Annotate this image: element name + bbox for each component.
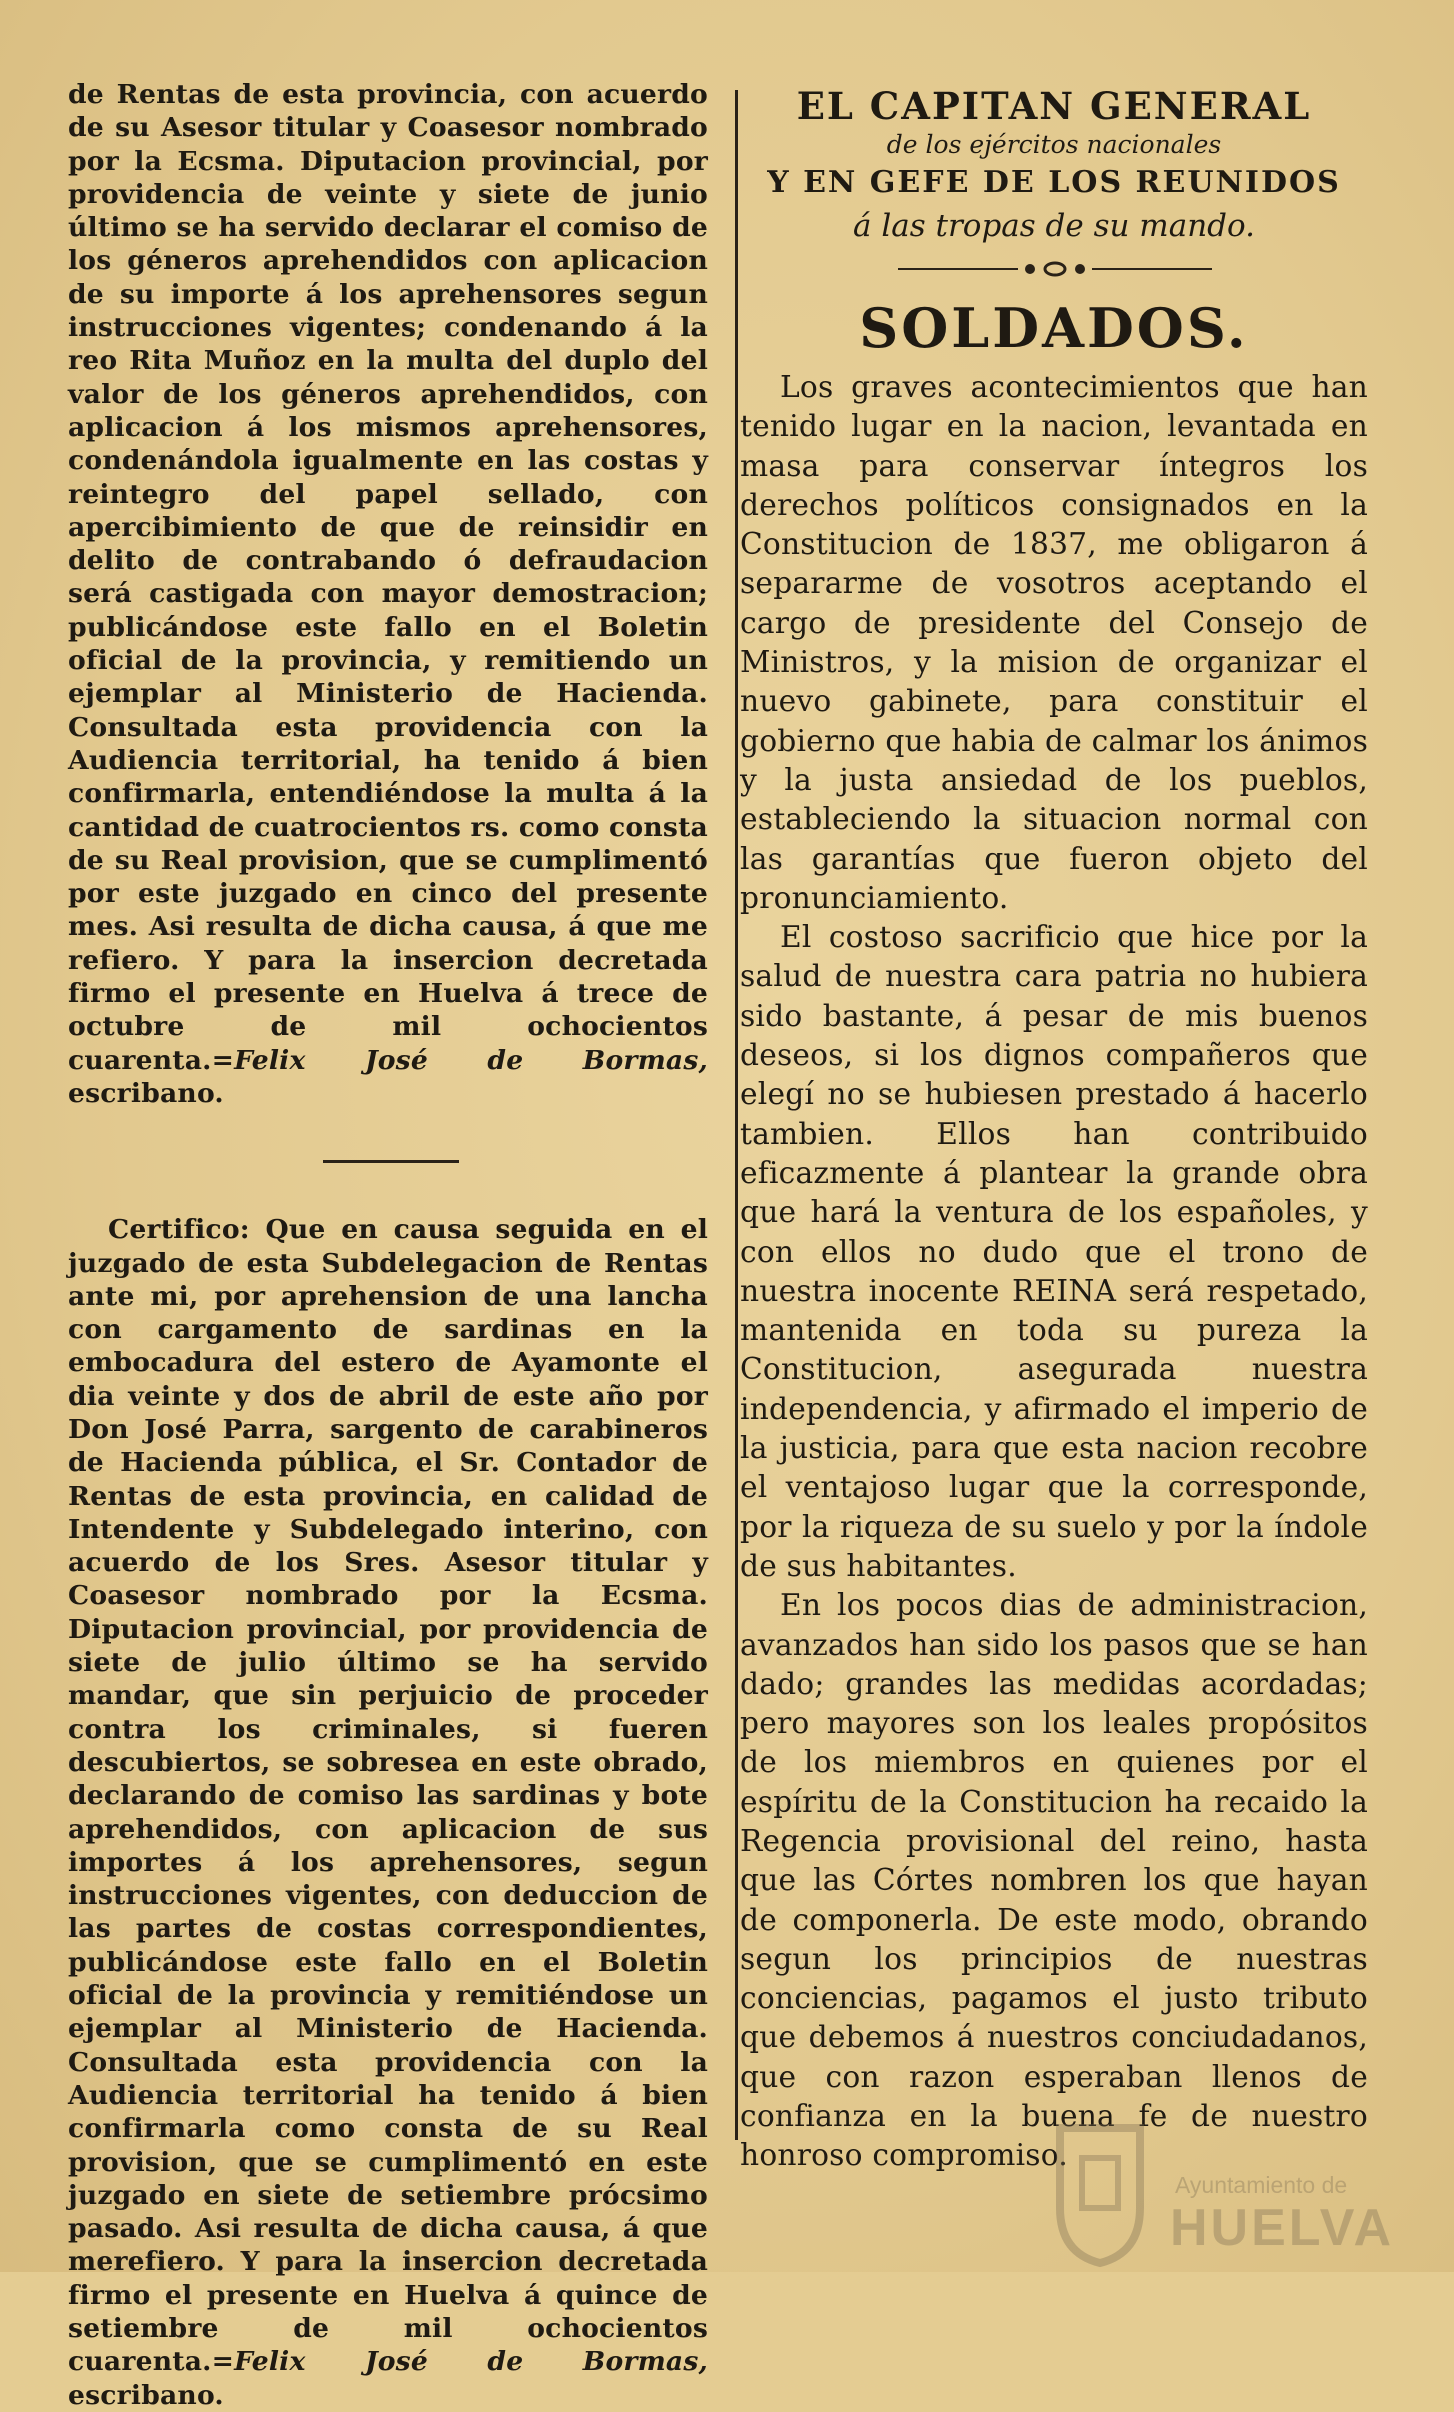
column-rule: [735, 90, 738, 2140]
right-body: [740, 368, 1368, 2176]
left-paragraph-2-text: Certifico: Que en causa seguida en el juzgado de esta Subdelegacion de Rentas ante mi, por aprehension de una lancha con cargamento de sardinas en la embocadura del estero de Ayamonte el dia veinte y dos de abril de este año por Don José Parra, sargento de carabineros de Hacienda pública, el Sr. Contador de Rentas de esta provincia, en calidad de Intendente y Subdelegado interino, con acuerdo de los Sres. Asesor titular y Coasesor nombrado por la Ecsma. Diputacion provincial, por providencia de siete de julio último se ha servido mandar, que sin perjuicio de proceder contra los criminales, si fueren descubiertos, se sobresea en este obrado, declarando de comiso las sardinas y bote aprehendidos, con aplicacion de sus importes á los aprehensores, segun instrucciones vigentes, con deduccion de las partes de costas correspondientes, publicándose este fallo en el Boletin oficial de la provincia y remitiéndose un ejemplar al Ministerio de Hacienda. Consultada esta providencia con la Audiencia territorial ha tenido á bien confirmarla como consta de su Real provision, que se cumplimentó en este juzgado en siete de setiembre prócsimo pasado. Asi resulta de dicha causa, á que merefiero. Y para la insercion decretada firmo el presente en Huelva á quince de setiembre de mil ochocientos cuarenta.=: [68, 1214, 708, 2378]
heading-line-2: de los ejércitos nacionales: [886, 130, 1222, 159]
signature-1: Felix José de Bormas,: [234, 1044, 708, 1076]
ornament-divider: [740, 258, 1368, 280]
signature-1-role: escribano.: [68, 1077, 224, 1109]
right-paragraph-2: El costoso sacrificio que hice por la salud de nuestra cara patria no hubiera sido bastante, á pesar de mis buenos deseos, si los dignos compañeros que elegí no se hubiesen prestado á hacerlo tambien. Ellos han contribuido eficazmente á plantear la grande obra que hará la ventura de los españoles, y con ellos no dudo que el trono de nuestra inocente REINA será respetado, mantenida en toda su pureza la Constitucion, asegurada nuestra independencia, y afirmado el imperio de la justicia, para que esta nacion recobre el ventajoso lugar que la corresponde, por la riqueza de su suelo y por la índole de sus habitantes.: [740, 920, 1368, 1584]
title-soldados: SOLDADOS.: [859, 296, 1249, 360]
ornament-icon: [1018, 258, 1092, 280]
signature-2-role: escribano.: [68, 2379, 224, 2411]
left-paragraph-1-text: de Rentas de esta provincia, con acuerdo de su Asesor titular y Coasesor nombrado por la Ecsma. Diputacion provincial, por providencia de veinte y siete de junio último se ha servido declarar el comiso de los géneros aprehendidos con aplicacion de su importe á los aprehensores segun instrucciones vigentes; condenando á la reo Rita Muñoz en la multa del duplo del valor de los géneros aprehendidos, con aplicacion á los mismos aprehensores, condenándola igualmente en las costas y reintegro del papel sellado, con apercibimiento de que de reinsidir en delito de contrabando ó defraudacion será castigada con mayor demostracion; publicándose este fallo en el Boletin oficial de la provincia, y remitiendo un ejemplar al Ministerio de Hacienda. Consultada esta providencia con la Audiencia territorial, ha tenido á bien confirmarla, entendiéndose la multa á la cantidad de cuatrocientos rs. como consta de su Real provision, que se cumplimentó por este juzgado en cinco del presente mes. Asi resulta de dicha causa, á que me refiero. Y para la insercion decretada firmo el presente en Huelva á trece de octubre de mil ochocientos cuarenta.=: [68, 79, 708, 1076]
left-paragraph-1: [68, 78, 708, 1110]
left-column: [68, 78, 708, 2412]
left-paragraph-2: [68, 1213, 708, 2412]
short-separator: [323, 1160, 459, 1163]
watermark-line-2: HUELVA: [1170, 2199, 1395, 2257]
watermark-line-1: Ayuntamiento de: [1175, 2172, 1348, 2198]
right-paragraph-1: Los graves acontecimientos que han tenido lugar en la nacion, levantada en masa para conservar íntegros los derechos políticos consignados en la Constitucion de 1837, me obligaron á separarme de vosotros aceptando el cargo de presidente del Consejo de Ministros, y la mision de organizar el nuevo gabinete, para constituir el gobierno que habia de calmar los ánimos y la justa ansiedad de los pueblos, estableciendo la situacion normal con las garantías que fueron objeto del pronunciamiento.: [740, 370, 1368, 916]
heading-line-3: Y EN GEFE DE LOS REUNIDOS: [767, 165, 1341, 200]
signature-2: Felix José de Bormas,: [234, 2346, 708, 2378]
heading-line-1: EL CAPITAN GENERAL: [796, 84, 1312, 128]
right-column: [740, 84, 1368, 2176]
shield-icon: [1040, 2118, 1160, 2268]
watermark-logo: [1040, 2118, 1400, 2268]
heading-line-4: á las tropas de su mando.: [853, 208, 1255, 244]
right-paragraph-3: En los pocos dias de administracion, avanzados han sido los pasos que se han dado; grandes las medidas acordadas; pero mayores son los leales propósitos de los miembros en quienes por el espíritu de la Constitucion ha recaido la Regencia provisional del reino, hasta que las Córtes nombren los que hayan de componerla. De este modo, obrando segun los principios de nuestras conciencias, pagamos el justo tributo que debemos á nuestros conciudadanos, que con razon esperaban llenos de confianza en la buena fe de nuestro honroso compromiso.: [740, 1588, 1368, 2174]
